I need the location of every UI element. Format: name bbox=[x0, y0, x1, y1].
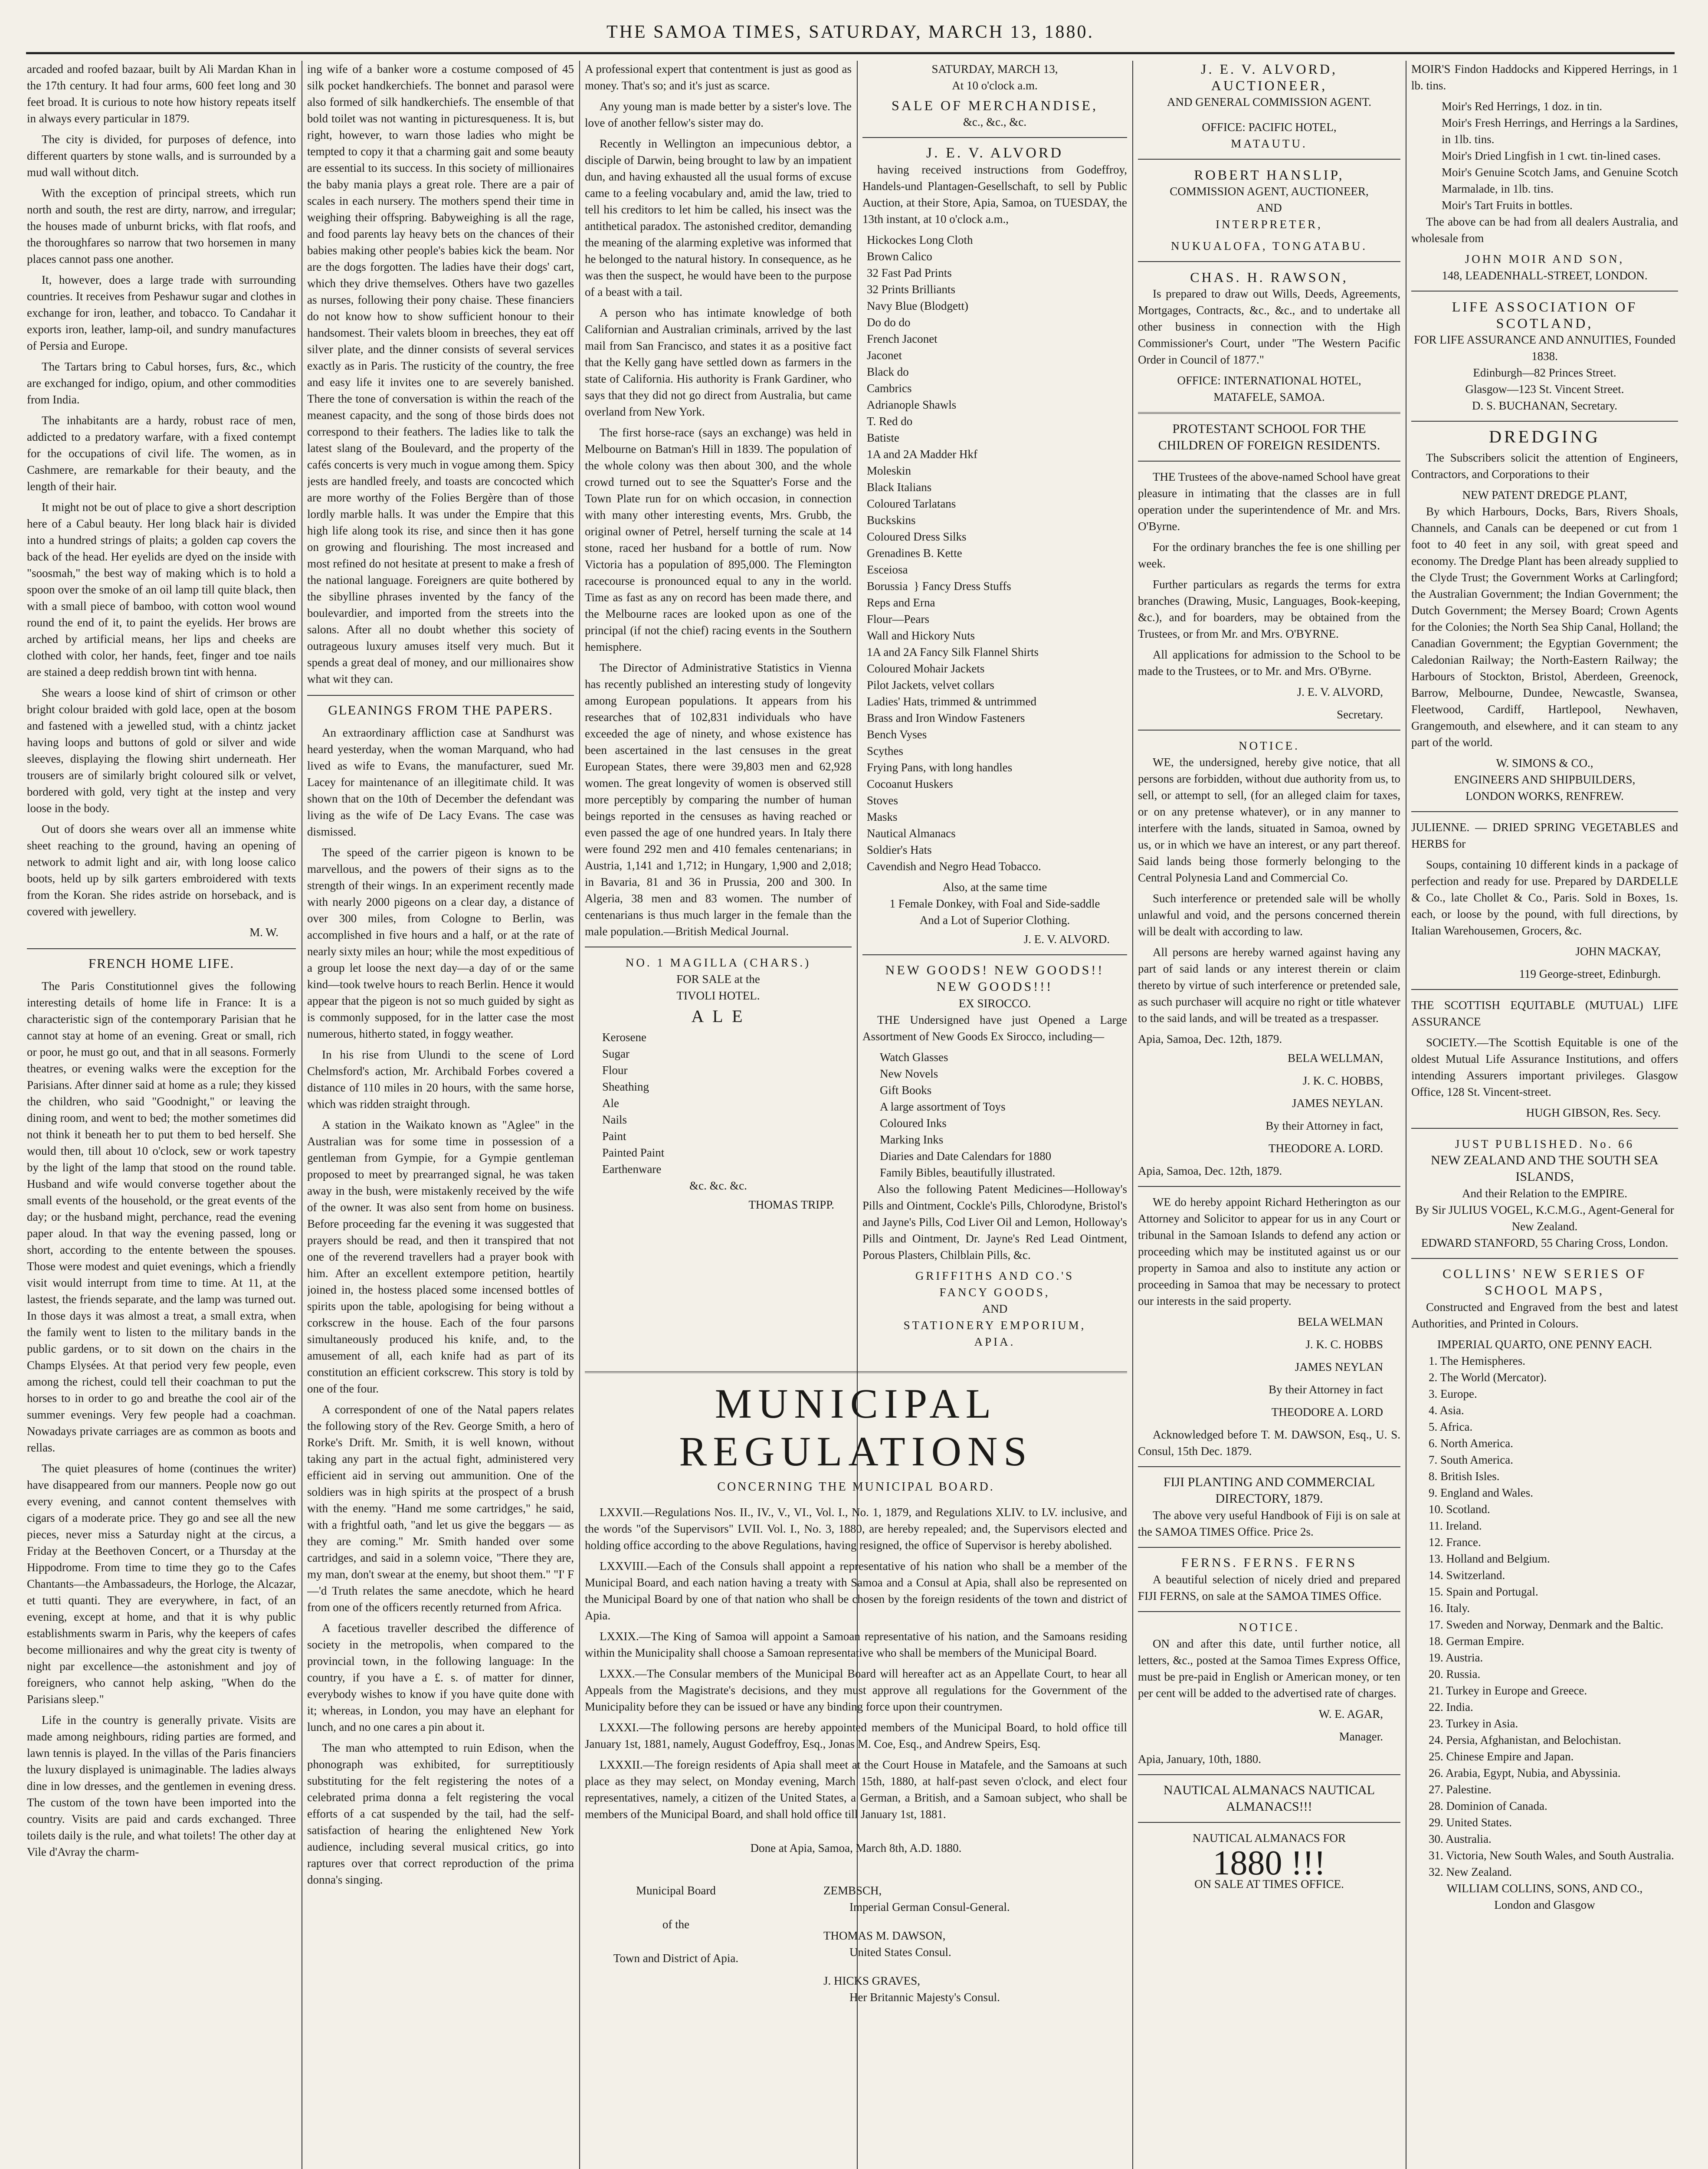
sale-heading: SALE OF MERCHANDISE, bbox=[891, 98, 1098, 113]
list-item: Coloured Dress Silks bbox=[867, 530, 967, 543]
article-heading-gleanings: GLEANINGS FROM THE PAPERS. bbox=[307, 695, 574, 718]
notice-heading: NOTICE. bbox=[1239, 739, 1300, 752]
notice-paragraph: All persons are hereby warned against having any part of said lands or any interest therein or claim thereto by virtue of such interference or pretended sale, as such purchaser will acquire no right or title whatever to the said lands, and will be treated as a trespasser. bbox=[1138, 946, 1400, 1025]
nautical-for: NAUTICAL ALMANACS FOR bbox=[1192, 1832, 1346, 1845]
article-paragraph: An extraordinary affliction case at Sandhurst was heard yesterday, when the woman Marquand, who had lived as wife to Evans, the manufacturer, sued Mr. Lacey for maintenance of an illegitimate child. It was shown that on the 10th of December the defendant was living as the wife of De Lacy Evans. The case was dismissed. bbox=[307, 726, 574, 838]
list-item: Nails bbox=[602, 1113, 627, 1126]
list-item: French Jaconet bbox=[867, 332, 938, 345]
consul-title: United States Consul. bbox=[849, 1946, 951, 1959]
griffiths-name: GRIFFITHS AND CO.'S bbox=[915, 1269, 1075, 1282]
auctioneer-name: J. E. V. ALVORD bbox=[926, 145, 1064, 161]
hanslip-title: COMMISSION AGENT, AUCTIONEER, bbox=[1170, 185, 1369, 198]
list-item: Painted Paint bbox=[602, 1146, 665, 1159]
list-item: 8. British Isles. bbox=[1429, 1470, 1500, 1483]
matautu: MATAUTU. bbox=[1231, 137, 1308, 150]
list-item: Moleskin bbox=[867, 464, 911, 477]
list-item: Earthenware bbox=[602, 1163, 662, 1176]
article-paragraph: Recently in Wellington an impecunious debtor, a disciple of Darwin, being brought to law by an impatient dun, and having exhausted all the usual forms of excuse came to a feeling vocabulary and, amid the law, tried to tell his creditors to let him be called, his insect was the antithetical paradox. The astonished creditor, demanding the meaning of the alarming expletive was informed that he belonged to the natural history. In consequence, as he was then the suspect, he would have been to the purpose of a beast with a tail. bbox=[585, 137, 852, 298]
dredging-sub: ENGINEERS AND SHIPBUILDERS, bbox=[1454, 773, 1636, 786]
divider bbox=[862, 954, 1127, 955]
list-item: Family Bibles, beautifully illustrated. bbox=[880, 1166, 1056, 1179]
article-paragraph: A correspondent of one of the Natal papers relates the following story of the Rev. George Smith, a hero of Rorke's Drift. Mr. Smith, it is well known, without taking any part in the actual fight, administered very efficient aid in serving out ammunition. One of the soldiers was in high spirits at the prospect of a brush with the enemy. "Hand me some cartridges," he said, with a frightful oath, "and let us give the beggars — as they are coming." Mr. Smith handed over some cartridges, and said in a solemn voice, "There they are, my man, don't swear at the enemy, but shoot them." "I' F—'d Truth relates the same anecdote, which he heard from one of the officers recently returned from Africa. bbox=[307, 1403, 574, 1614]
sale-date: SATURDAY, MARCH 13, bbox=[931, 62, 1058, 75]
list-item: Cavendish and Negro Head Tobacco. bbox=[867, 860, 1041, 873]
julienne-sign: JOHN MACKAY, bbox=[1575, 945, 1661, 958]
notice-name: JAMES NEYLAN. bbox=[1292, 1097, 1383, 1110]
list-item: 18. German Empire. bbox=[1429, 1635, 1524, 1648]
sale-donkey: 1 Female Donkey, with Foal and Side-saddle bbox=[889, 897, 1100, 910]
divider bbox=[1411, 1128, 1678, 1129]
article-paragraph: In his rise from Ulundi to the scene of Lord Chelmsford's action, Mr. Archibald Forbes covered a distance of 110 miles in 20 hours, with the same horse, which was ridden straight through. bbox=[307, 1048, 574, 1111]
sale-also: Also, at the same time bbox=[942, 881, 1047, 894]
appointment-attorney: By their Attorney in fact bbox=[1269, 1383, 1383, 1396]
appointment-paragraph: WE do hereby appoint Richard Hetherington as our Attorney and Solicitor to appear for us in any Court or tribunal in the Samoan Islands to defend any action or proceeding which may be instituted against us or our property in Samoa and also to institute any action or proceeding in Samoa that may be necessary to protect our interests in the said property. bbox=[1138, 1196, 1400, 1307]
notice-date: Apia, Samoa, Dec. 12th, 1879. bbox=[1138, 1032, 1282, 1045]
list-item: Reps and Erna bbox=[867, 596, 935, 609]
list-item: 13. Holland and Belgium. bbox=[1429, 1552, 1550, 1565]
list-item: 2. The World (Mercator). bbox=[1429, 1371, 1547, 1384]
dredging-plant: NEW PATENT DREDGE PLANT, bbox=[1462, 488, 1627, 501]
matafele: MATAFELE, SAMOA. bbox=[1213, 390, 1325, 403]
list-item: 29. United States. bbox=[1429, 1816, 1512, 1829]
masthead: THE SAMOA TIMES, SATURDAY, MARCH 13, 1880. bbox=[606, 22, 1095, 42]
list-item: 32. New Zealand. bbox=[1429, 1865, 1512, 1878]
nautical-onsale: ON SALE AT TIMES OFFICE. bbox=[1194, 1877, 1344, 1891]
list-item: Flour—Pears bbox=[867, 613, 929, 626]
list-item: 1. The Hemispheres. bbox=[1429, 1354, 1525, 1367]
ad-item-list bbox=[585, 1029, 852, 1177]
list-item: Moir's Red Herrings, 1 doz. in tin. bbox=[1442, 100, 1603, 113]
list-item: 1A and 2A Madder Hkf bbox=[867, 448, 977, 461]
list-item: Gift Books bbox=[880, 1084, 932, 1097]
list-item: Watch Glasses bbox=[880, 1051, 948, 1064]
list-item: 19. Austria. bbox=[1429, 1651, 1483, 1664]
office-address: OFFICE: PACIFIC HOTEL, bbox=[1202, 121, 1337, 134]
board-line: Town and District of Apia. bbox=[613, 1952, 739, 1965]
list-item-text: Borussia bbox=[867, 580, 908, 593]
consul-title: Her Britannic Majesty's Consul. bbox=[849, 1991, 1000, 2004]
consul-name: J. HICKS GRAVES, bbox=[823, 1974, 921, 1987]
list-item: Black Italians bbox=[867, 481, 932, 494]
collins-heading: COLLINS' NEW SERIES OF SCHOOL MAPS, bbox=[1442, 1267, 1647, 1297]
divider bbox=[585, 1371, 1127, 1373]
list-item: 24. Persia, Afghanistan, and Belochistan. bbox=[1429, 1733, 1621, 1746]
article-paragraph: The city is divided, for purposes of defence, into different quarters by stone walls, and is surrounded by a mud wall without ditch. bbox=[27, 133, 296, 179]
list-item: 12. France. bbox=[1429, 1536, 1481, 1549]
acknowledgement: Acknowledged before T. M. DAWSON, Esq., U. S. Consul, 15th Dec. 1879. bbox=[1138, 1428, 1400, 1458]
list-item: Nautical Almanacs bbox=[867, 827, 956, 840]
list-item: 32 Prints Brilliants bbox=[867, 283, 956, 296]
school-paragraph: All applications for admission to the School to be made to the Trustees, or to Mr. and Mrs. O'Byrne. bbox=[1138, 648, 1400, 678]
rawson-text: Is prepared to draw out Wills, Deeds, Agreements, Mortgages, Contracts, &c., &c., and to undertake all other business in connection with the High Commissioner's Court, under "The Western Pacific Order in Council of 1877." bbox=[1138, 287, 1400, 366]
dredging-intro: The Subscribers solicit the attention of Engineers, Contractors, and Corporations to their bbox=[1411, 451, 1678, 481]
list-item: Black do bbox=[867, 365, 909, 378]
column-3 bbox=[585, 61, 852, 1362]
list-item: 16. Italy. bbox=[1429, 1602, 1470, 1615]
article-paragraph: Any young man is made better by a sister's love. The love of another fellow's sister may do. bbox=[585, 100, 852, 129]
notice-paragraph: WE, the undersigned, hereby give notice, that all persons are forbidden, without due authority from us, to sell, or attempt to sell, (for an alleged claim for taxes, or on any pretense whatever), or in any manner to interfere with the lands, situated in Samoa, owned by us, or in which we have an interest, or any part thereof. Said lands being those formerly belonging to the Central Polynesia Land and Commercial Co. bbox=[1138, 756, 1400, 884]
fancy-goods: FANCY GOODS, bbox=[939, 1286, 1050, 1299]
article-paragraph: Life in the country is generally private. Visits are made among neighbours, riding parties are formed, and lawn tennis is played. In the villas of the Paris financiers the luxury displayed is unimaginable. The ladies always dine in low dresses, and the gentlemen in evening dress. The custom of the town have been imported into the country. Visits are paid and cards exchanged. Three toilets daily is the rule, and what toilets! The other day at Vile d'Avray the charm- bbox=[27, 1714, 296, 1858]
appointment-name: BELA WELMAN bbox=[1298, 1315, 1383, 1328]
article-paragraph: ing wife of a banker wore a costume composed of 45 silk pocket handkerchiefs. The bonnet and parasol were also formed of silk handkerchiefs. The ensemble of that bold toilet was not wanting in picturesqueness. It is, but right, however, to warn those ladies who might be tempted to copy it that a charming gait and some beauty are essential to its success. In this society of millionaires the baby mania plays a great role. There are a pair of scales in each nursery. The mothers spend their time in weighing their offspring. Babyweighing is all the rage, and food parents lay heavy bets on the chances of their babies making other people's babies kick the beam. Nor are the dogs forgotten. The ladies have their dogs' cart, which they drive themselves. Others have two gazelles as nurses, following their pony chaise. These financiers do not know how to show sufficient honour to their handsomest. Their valets bloom in breeches, they eat off silver plate, and the dinner consists of several services exactly as in Paris. The rusticity of the country, the free and easy life it invites one to are severely banished. There the tone of conversation is within the reach of the meanest capacity, and the song of those birds does not correspond to their feathers. The ladies like to talk the latest slang of the Boulevard, and the property of the cafés concerts is very much in vogue among them. Spicy jests are handled freely, and toasts are concocted which are more worthy of the Folies Bergère than of those lordly marble halls. It was under the Empire that this high life along took its rise, and since then it has gone on growing and flourishing. The most increased and most refined do not hesitate at present to make a fresh of the national language. Foreigners are quite bothered by the sibylline phrases invented by the fancy of the boulevardier, and imported from the streets into the salons. After all no doubt whether this society of outrageous luxury amuses itself very much. But it spends a great deal of money, and our millionaires show what wit they can. bbox=[307, 62, 574, 685]
list-item: Bench Vyses bbox=[867, 728, 927, 741]
list-item: 4. Asia. bbox=[1429, 1404, 1464, 1417]
list-item: Brass and Iron Window Fasteners bbox=[867, 711, 1025, 724]
moir-name: JOHN MOIR AND SON, bbox=[1465, 252, 1625, 265]
list-item: Moir's Dried Lingfish in 1 cwt. tin-lined cases. bbox=[1442, 149, 1661, 162]
nautical-heading: NAUTICAL ALMANACS NAUTICAL ALMANACS!!! bbox=[1163, 1783, 1375, 1814]
board-line: of the bbox=[662, 1918, 690, 1931]
alvord-name: J. E. V. ALVORD, bbox=[1200, 61, 1338, 77]
divider bbox=[1138, 261, 1400, 262]
notice-heading: NOTICE. bbox=[1239, 1621, 1300, 1634]
life-secretary: D. S. BUCHANAN, Secretary. bbox=[1472, 399, 1617, 412]
article-paragraph: A station in the Waikato known as "Aglee" in the Australian was for some time in possession of a gentleman from Gympie, for a Gympie gentleman proposed to meet by prearranged signal, he was taken away in the bush, were mistakenly received by the wife of the owner. It was also sent from home on business. Before proceeding far the evening it was suggested that prayers should be read, and then it transpired that not one of the reverend travellers had a prayer book with him. After an excellent extempore petition, heartily joined in, the hostess placed some incensed bottles of spirits upon the table, apologising for being without a corkscrew in the house. Each of the four parsons simultaneously produced his knife, and, to the amusement of all, each knife had as part of its constitution an efficient corkscrew. This story is told by one of the four. bbox=[307, 1118, 574, 1395]
notice-lord: THEODORE A. LORD. bbox=[1269, 1142, 1383, 1155]
divider bbox=[1411, 989, 1678, 990]
consul-title: Imperial German Consul-General. bbox=[849, 1900, 1010, 1913]
hanslip-name: ROBERT HANSLIP, bbox=[1194, 167, 1344, 183]
list-item: Pilot Jackets, velvet collars bbox=[867, 678, 994, 691]
divider bbox=[1411, 421, 1678, 422]
list-item: A large assortment of Toys bbox=[880, 1100, 1006, 1113]
article-paragraph: A professional expert that contentment is just as good as money. That's so; and it's just as scarce. bbox=[585, 62, 852, 92]
dredging-sign: W. SIMONS & CO., bbox=[1496, 757, 1593, 770]
article-paragraph: The Director of Administrative Statistics in Vienna has recently published an interesting study of longevity among European populations. It appears from his researches that of 102,831 individuals who have exceeded the age of ninety, and whose existence has been ascertained in the last censuses in the great European States, there were 39,803 men and 62,928 women. The great longevity of women is observed still more perceptibly by comparing the number of human beings reported in the censuses as having reached or even passed the age of one hundred years. In Italy there were found 292 men and 410 females centenarians; in Austria, 1,141 and 1,712; in Hungary, 1,900 and 2,018; in Bavaria, 81 and 36 in Prussia, 200 and 300. In Algeria, 38 men and 83 women. The number of centenarians is thus much larger in the female than the male population.—British Medical Journal. bbox=[585, 661, 852, 938]
school-paragraph: Further particulars as regards the terms for extra branches (Drawing, Music, Languages, Book-keeping, &c.), and for boarders, may be obtained from the Trustees, or from Mr. and Mrs. O'BYRNE. bbox=[1138, 578, 1400, 640]
apia-label: APIA. bbox=[974, 1335, 1016, 1348]
appointment-lord: THEODORE A. LORD bbox=[1271, 1406, 1383, 1419]
just-published: JUST PUBLISHED. No. 66 bbox=[1455, 1137, 1635, 1150]
column-5 bbox=[1138, 61, 1400, 2169]
list-item: New Novels bbox=[880, 1067, 938, 1080]
list-item: Frying Pans, with long handles bbox=[867, 761, 1013, 774]
list-item: Moir's Genuine Scotch Jams, and Genuine Scotch Marmalade, in 1lb. tins. bbox=[1442, 166, 1678, 195]
school-signature: J. E. V. ALVORD, bbox=[1297, 685, 1383, 698]
list-item: 11. Ireland. bbox=[1429, 1519, 1482, 1532]
article-paragraph: She wears a loose kind of shirt of crimson or other bright colour braided with gold lace, open at the bosom and fastened with a jewelled stud, with a chintz jacket having loops and buttons of gold or silver and wide sleeves, displaying the flowing shirt underneath. Her trousers are of similarly bright coloured silk or velvet, bordered with gold, very tight at the instep and very loose in the body. bbox=[27, 686, 296, 815]
list-item: Flour bbox=[602, 1064, 628, 1077]
school-paragraph: THE Trustees of the above-named School have great pleasure in intimating that the classes are in full operation under the superintendence of Mr. and Mrs. O'Byrne. bbox=[1138, 470, 1400, 533]
board-line: Municipal Board bbox=[636, 1884, 716, 1897]
julienne-heading: JULIENNE. — DRIED SPRING VEGETABLES and HERBS for bbox=[1411, 821, 1678, 850]
moir-heading: MOIR'S Findon Haddocks and Kippered Herrings, in 1 lb. tins. bbox=[1411, 62, 1678, 92]
regulation-paragraph: LXXIX.—The King of Samoa will appoint a Samoan representative of his nation, and the Samoans residing within the Municipality shall choose a Samoan representative who shall be members of the Municipal Board. bbox=[585, 1630, 1127, 1659]
school-paragraph: For the ordinary branches the fee is one shilling per week. bbox=[1138, 541, 1400, 570]
list-item: 20. Russia. bbox=[1429, 1668, 1481, 1681]
list-item: Do do do bbox=[867, 316, 911, 329]
stationery-emporium: STATIONERY EMPORIUM, bbox=[903, 1319, 1086, 1332]
nautical-year: 1880 !!! bbox=[1213, 1844, 1326, 1882]
collins-address: London and Glasgow bbox=[1494, 1898, 1595, 1911]
life-glasgow: Glasgow—123 St. Vincent Street. bbox=[1465, 383, 1624, 396]
divider bbox=[862, 137, 1127, 138]
article-paragraph: The Tartars bring to Cabul horses, furs, &c., which are exchanged for indigo, opium, and other commodities from India. bbox=[27, 360, 296, 406]
life-edinburgh: Edinburgh—82 Princes Street. bbox=[1473, 366, 1616, 379]
regulation-paragraph: LXXVIII.—Each of the Consuls shall appoint a representative of his nation who shall be a member of the Municipal Board, and each nation having a treaty with Samoa and a Consul at Apia, shall also be represented on the Municipal Board by one of that nation who shall be chosen by the foreign residents of the town and district of Apia. bbox=[585, 1560, 1127, 1622]
list-item: Sheathing bbox=[602, 1080, 649, 1093]
consul-name: ZEMBSCH, bbox=[823, 1884, 882, 1897]
list-item: 3. Europe. bbox=[1429, 1387, 1477, 1400]
article-paragraph: The Paris Constitutionnel gives the following interesting details of home life in France: It is a characteristic sign of the contemporary Parisian that he cannot stay at home of an evening. Great or small, rich or poor, he must go out, and that in all seasons. Formerly theatres, or evening walks were the exception for the Parisians. After dinner said at home as a rule; they kissed the children, who said "Goodnight," or leaving the dining room, and went to bed; the mother sometimes did not think it beneath her to put them to bed herself. She would then, till about 10 o'clock, sew or work tapestry by the light of the lamp that stood on the round table. Husband and wife would converse together about the small events of the household, or the great events of the day; or the husband might, perchance, read the evening paper aloud. In that way the evening passed, long or short, according to the entente between the spouses. Those were modest and quiet evenings, which a friendly visit would interrupt from time to time. At 11, at the lastest, the friends separate, and the lamp was turned out. In those days it was almost a treat, a small extra, when the family went to listen to the military bands in the public gardens, or to sit down on the chairs in the Champs Elysées. At that period very few people, even among the richest, could tell their coachman to put the horses to in order to go and breathe the cool air of the summer evenings. Very few people had a coachman. Nowadays private carriages are as common as boots and rellas. bbox=[27, 980, 296, 1454]
article-paragraph: The inhabitants are a hardy, robust race of men, addicted to a predatory warfare, with a fixed contempt for the occupations of civil life. The women, as in Cashmere, are remarkable for their beauty, and the length of their hair. bbox=[27, 414, 296, 493]
list-item: Coloured Inks bbox=[880, 1117, 947, 1130]
article-paragraph: arcaded and roofed bazaar, built by Ali Mardan Khan in the 17th century. It had four arms, 600 feet long and 30 feet broad. It is curious to note how history repeats itself in always every particular in 1879. bbox=[27, 62, 296, 125]
article-heading-french-home-life: FRENCH HOME LIFE. bbox=[27, 948, 296, 972]
notice-name: BELA WELLMAN, bbox=[1288, 1052, 1383, 1065]
divider bbox=[1138, 1186, 1400, 1187]
ad-heading: NO. 1 MAGILLA (CHARS.) bbox=[625, 956, 811, 969]
article-paragraph: The speed of the carrier pigeon is known to be marvellous, and the powers of their signs as to the strength of their wings. In an experiment recently made with nearly 2000 pigeons on a clear day, a distance of over 300 miles, from Cologne to Berlin, was accomplished in five hours and a half, or at the rate of nearly sixty miles an hour; while the most expeditious of a group let loose the next day—a day of or the same kind—took twelve hours to reach Berlin. Hence it would appear that the pigeon is not so much guided by sight as is commonly supposed, for in the latter case the most numerous, hitherto stated, in foggy weather. bbox=[307, 846, 574, 1040]
list-item: Navy Blue (Blodgett) bbox=[867, 299, 968, 312]
divider bbox=[1138, 1611, 1400, 1612]
column-6 bbox=[1411, 61, 1678, 2169]
newgoods-medicines: Also the following Patent Medicines—Holloway's Pills and Ointment, Cockle's Pills, Chlorodyne, Bristol's and Jayne's Pills, Cod Liver Oil and Lemon, Holloway's Pills and Ointment, Dr. Jayne's Red Lead Ointment, Porous Plasters, Chilblain Pills, &c. bbox=[862, 1183, 1127, 1261]
list-item: 14. Switzerland. bbox=[1429, 1569, 1505, 1582]
list-item: 17. Sweden and Norway, Denmark and the Baltic. bbox=[1429, 1618, 1664, 1631]
list-item: Batiste bbox=[867, 431, 899, 444]
list-item: 23. Turkey in Asia. bbox=[1429, 1717, 1518, 1730]
fiji-heading: FIJI PLANTING AND COMMERCIAL DIRECTORY, 1879. bbox=[1163, 1475, 1375, 1506]
ferns-heading: FERNS. FERNS. FERNS bbox=[1181, 1556, 1357, 1570]
list-item: Brown Calico bbox=[867, 250, 932, 263]
life-heading: LIFE ASSOCIATION OF SCOTLAND, bbox=[1452, 299, 1638, 331]
ad-etc: &c. &c. &c. bbox=[689, 1179, 747, 1192]
agar-date: Apia, January, 10th, 1880. bbox=[1138, 1753, 1261, 1766]
list-item: 5. Africa. bbox=[1429, 1420, 1473, 1433]
list-item: Scythes bbox=[867, 744, 903, 757]
regulation-paragraph: LXXVII.—Regulations Nos. II., IV., V., VI., Vol. I., No. 1, 1879, and Regulations XLIV. to LV. inclusive, and the words "of the Supervisors" LVII. Vol. I., No. 3, 1880, are hereby repealed; and, the Supervisors elected and holding office according to the above Regulations, having resigned, the office of Supervisor is hereby abolished. bbox=[585, 1506, 1127, 1552]
list-item: Cambrics bbox=[867, 382, 912, 395]
newgoods-intro: THE Undersigned have just Opened a Large Assortment of New Goods Ex Sirocco, including— bbox=[862, 1013, 1127, 1043]
municipal-regulations bbox=[585, 1364, 1127, 2169]
divider bbox=[1138, 1774, 1400, 1775]
list-item: 6. North America. bbox=[1429, 1437, 1513, 1450]
julienne-address: 119 George-street, Edinburgh. bbox=[1519, 967, 1661, 980]
agar-name: W. E. AGAR, bbox=[1318, 1707, 1383, 1720]
list-item: Wall and Hickory Nuts bbox=[867, 629, 975, 642]
list-item: 22. India. bbox=[1429, 1700, 1473, 1714]
divider bbox=[1138, 461, 1400, 462]
notice-text: ON and after this date, until further notice, all letters, &c., posted at the Samoa Times Express Office, must be pre-paid in English or American money, or ten per cent will be added to the advertised rate of charges. bbox=[1138, 1637, 1400, 1700]
appointment-name: J. K. C. HOBBS bbox=[1305, 1338, 1383, 1351]
divider bbox=[1138, 159, 1400, 160]
agar-title: Manager. bbox=[1339, 1730, 1383, 1743]
column-1 bbox=[27, 61, 296, 2169]
moir-list bbox=[1411, 98, 1678, 213]
consul-name: THOMAS M. DAWSON, bbox=[823, 1929, 946, 1942]
list-item: Jaconet bbox=[867, 349, 902, 362]
school-heading: PROTESTANT SCHOOL FOR THE CHILDREN OF FOREIGN RESIDENTS. bbox=[1158, 422, 1380, 452]
masthead-rule bbox=[26, 52, 1675, 54]
list-item: Moir's Tart Fruits in bottles. bbox=[1442, 199, 1573, 212]
article-paragraph: The quiet pleasures of home (continues the writer) have disappeared from our manners. People now go out every evening, and cannot content themselves with cigars of a moderate price. They go and see all the new pieces, never miss a Saturday night at the circus, a Friday at the Beethoven Concert, or a Thursday at the Hippodrome. From time to time they go to the Cafes Chantants—the Ambassadeurs, the Horloge, the Alcazar, et tutti quanti. They are everywhere, in fact, of an evening, except at home, and that it is why public establishments swarm in Paris, why the keepers of cafes become millionaires and why the great city is twenty of night par excellence—the astonishment and joy of foreigners, who cannot help asking, "When do the Parisians sleep." bbox=[27, 1462, 296, 1706]
collins-sign: WILLIAM COLLINS, SONS, AND CO., bbox=[1446, 1882, 1643, 1895]
list-item: 1A and 2A Fancy Silk Flannel Shirts bbox=[867, 645, 1039, 659]
scottish-heading: THE SCOTTISH EQUITABLE (MUTUAL) LIFE ASSURANCE bbox=[1411, 999, 1678, 1028]
ad-big-text: A L E bbox=[691, 1006, 745, 1026]
and-label: AND bbox=[982, 1302, 1008, 1315]
sale-item-list bbox=[862, 232, 1127, 875]
list-item: 27. Palestine. bbox=[1429, 1783, 1492, 1796]
moir-address: 148, LEADENHALL-STREET, LONDON. bbox=[1442, 269, 1648, 282]
list-item: Esceiosa bbox=[867, 563, 908, 576]
fiji-text: The above very useful Handbook of Fiji is on sale at the SAMOA TIMES Office. Price 2s. bbox=[1138, 1509, 1400, 1538]
regulation-paragraph: LXXX.—The Consular members of the Municipal Board will hereafter act as an Appellate Court, to hear all Appeals from the Magistrate's decisions, and they must approve all regulations for the Government of the Municipality before they can be issued or have any binding force upon their countrymen. bbox=[585, 1667, 1127, 1713]
notice-attorney: By their Attorney in fact, bbox=[1265, 1119, 1383, 1132]
list-item: Cocoanut Huskers bbox=[867, 777, 953, 790]
nz-sub: And their Relation to the EMPIRE. bbox=[1462, 1187, 1627, 1200]
divider bbox=[1138, 1466, 1400, 1467]
list-item: Diaries and Date Calendars for 1880 bbox=[880, 1150, 1052, 1163]
list-item: Kerosene bbox=[602, 1031, 646, 1044]
list-item: Sugar bbox=[602, 1047, 629, 1060]
list-item: Adrianople Shawls bbox=[867, 398, 957, 411]
regulation-paragraph: LXXXII.—The foreign residents of Apia shall meet at the Court House in Matafele, and the Samoans at such place as they may select, on Monday evening, March 15th, 1880, at half-past seven o'clock, and elect four representatives, namely, a citizen of the United States, a German, a British, and a Samoan subject, who shall be members of the Municipal Board, and shall hold office till January 1st, 1881. bbox=[585, 1758, 1127, 1821]
general-agent: AND GENERAL COMMISSION AGENT. bbox=[1167, 95, 1371, 108]
divider bbox=[1411, 811, 1678, 812]
list-item: Paint bbox=[602, 1130, 626, 1143]
list-item: 15. Spain and Portugal. bbox=[1429, 1585, 1538, 1598]
list-item: 32 Fast Pad Prints bbox=[867, 266, 952, 279]
map-list bbox=[1411, 1353, 1678, 1880]
article-paragraph: A facetious traveller described the difference of society in the metropolis, when compared to the provincial town, in the following language: In the country, if you have a £. s. of matter for dinner, everybody wishes to know if you have quite done with it; whereas, in London, you may have an elephant for lunch, and no one cares a pin about it. bbox=[307, 1622, 574, 1733]
school-secretary: Secretary. bbox=[1337, 708, 1383, 721]
divider bbox=[1411, 291, 1678, 292]
article-paragraph: It might not be out of place to give a short description here of a Cabul beauty. Her long black hair is divided into a hundred strings of plaits; a golden cap covers the back of the head. Her eyelids are dyed on the inside with "soosmah," the best way of making which is to hold a spoon over the smoke of an oil lamp till quite black, then with a small piece of bamboo, with cotton wool wound round the end of it, to paint the eyelids. Her brows are arched by artificial means, her lips and cheeks are clothed with color, her hands, feet, finger and toe nails are stained a deep reddish brown tint with henna. bbox=[27, 501, 296, 678]
collins-text: Constructed and Engraved from the best and latest Authorities, and Printed in Colours. bbox=[1411, 1301, 1678, 1330]
life-sub: FOR LIFE ASSURANCE AND ANNUITIES, Founded 1838. bbox=[1413, 333, 1676, 363]
sale-intro: having received instructions from Godeffroy, Handels-und Plantagen-Gesellschaft, to sell by Public Auction, at their Store, Apia, Samoa, on TUESDAY, the 13th instant, at 10 o'clock a.m., bbox=[862, 163, 1127, 226]
list-item: Stoves bbox=[867, 794, 898, 807]
divider bbox=[1138, 1822, 1400, 1823]
julienne-text: Soups, containing 10 different kinds in a package of perfection and ready for use. Prepared by DARDELLE & Co., late Chollet & Co., Paris. Sold in Boxes, 1s. each, or loose by the pound, with full directions, by Italian Warehousemen, Grocers, &c. bbox=[1411, 858, 1678, 937]
list-item: Coloured Tarlatans bbox=[867, 497, 956, 510]
list-item: Soldier's Hats bbox=[867, 843, 932, 856]
interpreter: INTERPRETER, bbox=[1216, 218, 1323, 231]
list-item: 30. Australia. bbox=[1429, 1832, 1492, 1845]
ad-subheading: FOR SALE at the bbox=[676, 973, 760, 986]
ad-subheading: TIVOLI HOTEL. bbox=[676, 989, 760, 1002]
list-item: 28. Dominion of Canada. bbox=[1429, 1799, 1547, 1812]
list-item: 7. South America. bbox=[1429, 1453, 1513, 1466]
divider bbox=[1411, 1258, 1678, 1259]
article-signature: M. W. bbox=[249, 926, 279, 939]
collins-price: IMPERIAL QUARTO, ONE PENNY EACH. bbox=[1437, 1338, 1652, 1351]
notice-date: Apia, Samoa, Dec. 12th, 1879. bbox=[1138, 1164, 1282, 1177]
divider bbox=[1138, 1547, 1400, 1548]
list-item: 21. Turkey in Europe and Greece. bbox=[1429, 1684, 1587, 1697]
dredging-text: By which Harbours, Docks, Bars, Rivers Shoals, Channels, and Canals can be deepened or cut from 1 foot to 40 feet in any soil, with great speed and economy. The Dredge Plant has been already supplied to the Clyde Trust; the Government Works at Carlingford; the Australian Government; the Indian Government; the Dutch Government; the Mersey Board; Crown Agents for the Colonies; the North Sea Ship Canal, Holland; the Canadian Government; the Egyptian Government; the Caledonian Railway; the North-Eastern Railway; the Harbours of Stockton, Bristol, Aberdeen, Greenock, Barrow, Melbourne, Dundee, Newcastle, Swansea, Fleetwood, Cardiff, Hartlepool, Newhaven, Grangemouth, and elsewhere, and it can steam to any part of the world. bbox=[1411, 505, 1678, 749]
list-item: 9. England and Wales. bbox=[1429, 1486, 1534, 1499]
column-rule bbox=[1132, 61, 1133, 2169]
list-item: Masks bbox=[867, 810, 898, 823]
sale-etc: &c., &c., &c. bbox=[963, 115, 1027, 128]
moir-dealers: The above can be had from all dealers Australia, and wholesale from bbox=[1411, 215, 1678, 245]
list-item: 26. Arabia, Egypt, Nubia, and Abyssinia. bbox=[1429, 1766, 1621, 1779]
nukualofa: NUKUALOFA, TONGATABU. bbox=[1170, 239, 1368, 252]
list-item: Borussia } Fancy Dress Stuffs bbox=[867, 580, 1011, 593]
auctioneer-title: AUCTIONEER, bbox=[1211, 78, 1328, 93]
dredging-heading: DREDGING bbox=[1489, 427, 1600, 446]
list-item: 25. Chinese Empire and Japan. bbox=[1429, 1750, 1574, 1763]
list-item: Marking Inks bbox=[880, 1133, 944, 1146]
scottish-sign: HUGH GIBSON, Res. Secy. bbox=[1526, 1106, 1661, 1119]
list-item: Moir's Fresh Herrings, and Herrings a la Sardines, in 1lb. tins. bbox=[1442, 116, 1678, 146]
article-paragraph: It, however, does a large trade with surrounding countries. It receives from Peshawur sugar and clothes in exchange for iron, leather, and tobacco. To Candahar it exports iron, leather, lamp-oil, and sundry manufactures of Persia and Europe. bbox=[27, 273, 296, 352]
list-item: 10. Scotland. bbox=[1429, 1503, 1490, 1516]
article-paragraph: With the exception of principal streets, which run north and south, the rest are dirty, narrow, and irregular; the houses made of unburnt bricks, with flat roofs, and the thoroughfares so narrow that two horsemen in many places cannot pass one another. bbox=[27, 187, 296, 265]
and-label: AND bbox=[1256, 201, 1282, 214]
municipal-title: MUNICIPAL REGULATIONS bbox=[679, 1380, 1033, 1474]
column-2 bbox=[307, 61, 574, 2169]
fancy-dress-note: Fancy Dress Stuffs bbox=[922, 580, 1011, 593]
signature-block bbox=[585, 1882, 1127, 2005]
list-item: Ale bbox=[602, 1097, 619, 1110]
nz-by: By Sir JULIUS VOGEL, K.C.M.G., Agent-General for New Zealand. bbox=[1415, 1203, 1674, 1233]
appointment-name: JAMES NEYLAN bbox=[1295, 1360, 1383, 1373]
notice-name: J. K. C. HOBBS, bbox=[1302, 1074, 1383, 1087]
article-paragraph: The first horse-race (says an exchange) was held in Melbourne on Batman's Hill in 1839. The population of the whole colony was then about 300, and the whole crowd turned out to see the Squatter's Forse and the Town Plate run for on which occasion, in connection with many other interesting events, Mrs. Grubb, the original owner of Petrel, herself turning the scale at 14 stone, raced her husband for a bottle of rum. Now Victoria has a population of 895,000. The Flemington racecourse is pronounced equal to any in the world. Time as fast as any on record has been made there, and the Melbourne races are looked upon as one of the principal (if not the chief) racing events in the Southern hemisphere. bbox=[585, 426, 852, 653]
dredging-works: LONDON WORKS, RENFREW. bbox=[1465, 790, 1624, 803]
rawson-name: CHAS. H. RAWSON, bbox=[1190, 269, 1348, 285]
list-item: Grenadines B. Kette bbox=[867, 547, 962, 560]
list-item: Hickockes Long Cloth bbox=[867, 233, 973, 246]
scottish-text: SOCIETY.—The Scottish Equitable is one of the oldest Mutual Life Assurance Institutions, and offers intending Assurers important privileges. Glasgow Office, 128 St. Vincent-street. bbox=[1411, 1036, 1678, 1098]
list-item: 31. Victoria, New South Wales, and South Australia. bbox=[1429, 1849, 1674, 1862]
ferns-text: A beautiful selection of nicely dried and prepared FIJI FERNS, on sale at the SAMOA TIMES Office. bbox=[1138, 1573, 1400, 1602]
column-rule bbox=[579, 61, 580, 2169]
consul-signatures bbox=[823, 1882, 1127, 2005]
newgoods-heading: NEW GOODS! NEW GOODS!! bbox=[885, 963, 1105, 977]
list-item: Buckskins bbox=[867, 514, 916, 527]
article-paragraph: A person who has intimate knowledge of both Californian and Australian criminals, arrived by the last mail from San Francisco, and states it as a positive fact that the Kelly gang have settled down as farmers in the state of California. His authority is Frank Gardiner, who says that they did not go direct from Australia, but came overland from New York. bbox=[585, 306, 852, 418]
list-item: Ladies' Hats, trimmed & untrimmed bbox=[867, 695, 1037, 708]
regulation-paragraph: LXXXI.—The following persons are hereby appointed members of the Municipal Board, to hold office till January 1st, 1881, namely, August Godeffroy, Esq., Jonas M. Coe, Esq., and Andrew Speirs, Esq. bbox=[585, 1721, 1127, 1750]
newgoods-heading-2: NEW GOODS!!! bbox=[936, 980, 1053, 994]
sale-signature: J. E. V. ALVORD. bbox=[1023, 933, 1110, 946]
rawson-office: OFFICE: INTERNATIONAL HOTEL, bbox=[1177, 374, 1361, 387]
divider bbox=[1138, 730, 1400, 731]
nz-heading: NEW ZEALAND AND THE SOUTH SEA ISLANDS, bbox=[1431, 1153, 1659, 1184]
nz-publisher: EDWARD STANFORD, 55 Charing Cross, London. bbox=[1421, 1236, 1669, 1249]
divider bbox=[1138, 412, 1400, 414]
done-at: Done at Apia, Samoa, March 8th, A.D. 1880. bbox=[750, 1841, 962, 1854]
column-4 bbox=[862, 61, 1127, 1362]
sale-lot: And a Lot of Superior Clothing. bbox=[919, 914, 1070, 927]
sale-time: At 10 o'clock a.m. bbox=[952, 79, 1038, 92]
list-item: T. Red do bbox=[867, 415, 913, 428]
notice-paragraph: Such interference or pretended sale will be wholly unlawful and void, and the persons concerned therein will be dealt with according to law. bbox=[1138, 892, 1400, 938]
article-paragraph: Out of doors she wears over all an immense white sheet reaching to the ground, having an opening of network to admit light and air, with long loose calico boots, held up by silk garters embroidered with texts from the Koran. She rides astride on horseback, and is covered with jewellery. bbox=[27, 822, 296, 918]
board-label bbox=[585, 1882, 767, 2005]
newgoods-ship: EX SIROCCO. bbox=[958, 997, 1031, 1010]
ad-signature: THOMAS TRIPP. bbox=[748, 1198, 834, 1211]
municipal-subtitle: CONCERNING THE MUNICIPAL BOARD. bbox=[717, 1480, 995, 1494]
article-paragraph: The man who attempted to ruin Edison, when the phonograph was exhibited, for surreptitiously substituting for the felt registering the notes of a celebrated prima donna a felt registering the vocal efforts of a cat suspended by the tail, had the self-satisfaction of hearing the enlightened New York audience, including several musical critics, go into raptures over that correct reproduction of the prima donna's singing. bbox=[307, 1741, 574, 1886]
list-item: Coloured Mohair Jackets bbox=[867, 662, 985, 675]
newgoods-list bbox=[862, 1049, 1127, 1181]
